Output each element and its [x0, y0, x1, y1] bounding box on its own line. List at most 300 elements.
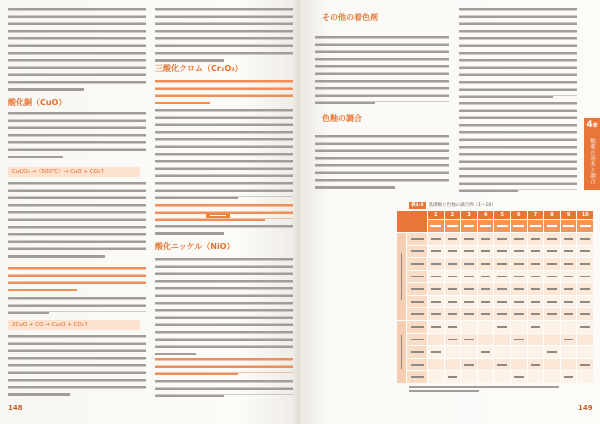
table-cell — [461, 346, 477, 358]
illegible-text — [448, 238, 458, 240]
table-cell — [445, 246, 461, 258]
table-column-name — [461, 220, 477, 232]
illegible-text — [431, 276, 441, 278]
table-cell — [445, 346, 461, 358]
table-cell — [544, 334, 560, 346]
illegible-text — [564, 263, 574, 265]
table-column-number: 5 — [494, 211, 510, 219]
illegible-text — [448, 276, 458, 278]
table-cell — [561, 346, 577, 358]
table-cell — [544, 246, 560, 258]
body-text-block — [155, 204, 293, 219]
table-cell — [561, 283, 577, 295]
table-cell — [544, 321, 560, 333]
illegible-text — [411, 288, 424, 290]
table-cell — [478, 346, 494, 358]
table-cell — [478, 233, 494, 245]
illegible-text — [514, 339, 524, 341]
table-cell — [511, 321, 527, 333]
table-row-label — [407, 271, 427, 283]
table-column-number: 10 — [577, 211, 593, 219]
table-cell — [561, 321, 577, 333]
table-cell — [577, 296, 593, 308]
illegible-text — [580, 250, 590, 252]
illegible-text — [431, 238, 441, 240]
illegible-text — [531, 263, 541, 265]
illegible-text — [580, 225, 591, 227]
illegible-text — [447, 225, 458, 227]
table-row-group — [397, 321, 406, 383]
table-cell — [478, 321, 494, 333]
illegible-text — [547, 250, 557, 252]
table-cell — [428, 271, 444, 283]
illegible-text — [497, 364, 507, 366]
illegible-text — [531, 288, 541, 290]
table-column-name — [544, 220, 560, 232]
formula-copper-carbonate: CuCO₃ →（500℃）→ CuO + CO₂↑ — [8, 167, 140, 177]
illegible-text — [497, 326, 507, 328]
illegible-text — [514, 288, 524, 290]
table-cell — [461, 359, 477, 371]
illegible-text — [497, 313, 507, 315]
illegible-text — [481, 238, 491, 240]
illegible-text — [411, 301, 424, 303]
table-column-number: 9 — [561, 211, 577, 219]
table-row-label — [407, 321, 427, 333]
table-cell — [511, 233, 527, 245]
table-cell — [511, 246, 527, 258]
table-cell — [494, 334, 510, 346]
table-column-name — [577, 220, 593, 232]
body-text-block — [155, 109, 293, 197]
illegible-text — [481, 276, 491, 278]
table-cell — [577, 233, 593, 245]
table-cell — [494, 258, 510, 270]
table-cell — [428, 233, 444, 245]
table-row-label — [407, 258, 427, 270]
illegible-text — [411, 339, 424, 341]
body-text-block — [155, 8, 293, 59]
illegible-text — [547, 351, 557, 353]
table-cell — [511, 271, 527, 283]
heading-copper-oxide: 酸化銅（CuO） — [8, 98, 67, 107]
table-cell — [461, 308, 477, 320]
illegible-text — [481, 351, 491, 353]
table-cell — [577, 283, 593, 295]
illegible-text — [431, 326, 441, 328]
table-cell — [461, 258, 477, 270]
body-text-block — [8, 112, 146, 156]
illegible-text — [514, 238, 524, 240]
table-cell — [494, 246, 510, 258]
table-cell — [511, 258, 527, 270]
body-text-block — [8, 297, 146, 312]
body-text-line — [8, 156, 63, 159]
illegible-text — [411, 250, 424, 252]
table-footnote-line — [409, 386, 559, 388]
table-cell — [511, 334, 527, 346]
illegible-text — [448, 301, 458, 303]
table-column-name — [528, 220, 544, 232]
body-text-block — [8, 8, 146, 88]
illegible-text — [448, 263, 458, 265]
table-column-name — [478, 220, 494, 232]
page-number-right: 149 — [578, 404, 593, 412]
table-column-number: 2 — [445, 211, 461, 219]
table-cell — [428, 258, 444, 270]
illegible-text — [411, 238, 424, 240]
body-text-block — [459, 102, 577, 190]
illegible-text — [514, 263, 524, 265]
body-text-block — [155, 225, 293, 232]
table-cell — [561, 258, 577, 270]
table-cell — [428, 359, 444, 371]
table-label: 表4-5 — [411, 202, 424, 208]
table-cell — [544, 283, 560, 295]
table-cell — [445, 321, 461, 333]
illegible-text — [411, 376, 424, 378]
illegible-text — [464, 339, 474, 341]
illegible-text — [564, 301, 574, 303]
table-cell — [561, 233, 577, 245]
table-cell — [577, 246, 593, 258]
illegible-text — [431, 313, 441, 315]
illegible-text — [547, 301, 557, 303]
table-cell — [561, 271, 577, 283]
illegible-text — [580, 313, 590, 315]
illegible-text — [564, 339, 574, 341]
illegible-text — [580, 326, 590, 328]
illegible-text — [411, 326, 424, 328]
body-text-block — [8, 182, 146, 255]
illegible-text — [448, 288, 458, 290]
body-text-block — [8, 267, 146, 289]
chapter-tab — [584, 118, 600, 190]
heading-other-colorants: その他の着色剤 — [322, 13, 378, 22]
table-cell — [428, 283, 444, 295]
table-cell — [544, 359, 560, 371]
illegible-text — [564, 250, 574, 252]
table-cell — [544, 371, 560, 383]
table-cell — [445, 308, 461, 320]
illegible-text — [411, 351, 424, 353]
table-cell — [511, 371, 527, 383]
illegible-text — [448, 313, 458, 315]
body-text-line — [155, 59, 224, 62]
table-column-name — [511, 220, 527, 232]
page-number-left: 148 — [8, 404, 23, 412]
table-grid — [397, 211, 593, 383]
illegible-text — [547, 288, 557, 290]
body-text-line — [315, 102, 375, 105]
illegible-text — [430, 225, 441, 227]
table-cell — [544, 346, 560, 358]
table-cell — [561, 296, 577, 308]
table-cell — [478, 271, 494, 283]
table-column-name — [445, 220, 461, 232]
table-cell — [511, 283, 527, 295]
illegible-text — [580, 238, 590, 240]
table-column-number: 3 — [461, 211, 477, 219]
table-cell — [461, 246, 477, 258]
table-cell — [461, 233, 477, 245]
table-row-label — [407, 283, 427, 295]
body-text-line — [459, 96, 553, 99]
table-row-label — [407, 308, 427, 320]
table-cell — [528, 359, 544, 371]
table-cell — [461, 334, 477, 346]
table-cell — [445, 258, 461, 270]
illegible-text — [530, 225, 541, 227]
table-cell — [528, 246, 544, 258]
illegible-text — [514, 376, 524, 378]
table-cell — [528, 346, 544, 358]
table-cell — [528, 321, 544, 333]
illegible-text — [531, 301, 541, 303]
table-cell — [544, 258, 560, 270]
table-title: 基礎釉と色釉の調合例（1〜10） — [428, 202, 496, 208]
table-column-number: 1 — [428, 211, 444, 219]
illegible-text — [448, 250, 458, 252]
table-cell — [461, 371, 477, 383]
table-cell — [478, 308, 494, 320]
table-cell — [494, 233, 510, 245]
right-page — [300, 0, 600, 424]
body-text-block — [315, 36, 449, 102]
table-cell — [561, 246, 577, 258]
illegible-text — [411, 364, 424, 366]
table-cell — [561, 334, 577, 346]
table-cell — [461, 283, 477, 295]
table-cell — [478, 334, 494, 346]
table-row-label — [407, 246, 427, 258]
body-text-line — [155, 373, 238, 376]
table-row-label — [407, 346, 427, 358]
table-cell — [577, 321, 593, 333]
table-cell — [445, 233, 461, 245]
heading-nickel-oxide: 酸化ニッケル（NiO） — [155, 242, 235, 251]
illegible-text — [513, 225, 524, 227]
illegible-text — [514, 276, 524, 278]
table-row-group — [397, 233, 406, 320]
table-column-number: 4 — [478, 211, 494, 219]
table-cell — [445, 283, 461, 295]
body-text-line — [155, 197, 238, 200]
illegible-text — [497, 288, 507, 290]
table-cell — [478, 359, 494, 371]
illegible-text — [531, 326, 541, 328]
table-cell — [577, 359, 593, 371]
table-cell — [461, 321, 477, 333]
chapter-unit: 章 — [592, 123, 598, 129]
table-row-label — [407, 359, 427, 371]
illegible-text — [411, 263, 424, 265]
table-cell — [561, 371, 577, 383]
illegible-text — [531, 364, 541, 366]
body-text-line — [8, 289, 77, 292]
table-cell — [528, 334, 544, 346]
illegible-text — [464, 301, 474, 303]
body-text-line — [155, 219, 265, 222]
table-cell — [511, 346, 527, 358]
illegible-text — [497, 250, 507, 252]
illegible-text — [497, 238, 507, 240]
body-text-block — [155, 80, 293, 102]
illegible-text — [547, 225, 558, 227]
table-column-name — [494, 220, 510, 232]
illegible-text — [464, 313, 474, 315]
table-cell — [428, 246, 444, 258]
illegible-text — [448, 326, 458, 328]
table-column-number: 8 — [544, 211, 560, 219]
illegible-text — [481, 263, 491, 265]
chapter-title: 釉薬の基本と調合 — [589, 137, 595, 185]
body-text-line — [8, 393, 70, 396]
illegible-text — [563, 225, 574, 227]
table-cell — [561, 308, 577, 320]
body-text-line — [459, 190, 518, 193]
body-text-line — [155, 232, 224, 235]
table-cell — [445, 271, 461, 283]
table-cell — [528, 258, 544, 270]
table-cell — [445, 334, 461, 346]
table-cell — [511, 308, 527, 320]
body-text-line — [315, 186, 395, 189]
table-cell — [577, 258, 593, 270]
table-cell — [544, 233, 560, 245]
table-row-label — [407, 334, 427, 346]
illegible-text — [564, 238, 574, 240]
table-cell — [577, 334, 593, 346]
illegible-text — [580, 288, 590, 290]
chapter-number: 4 — [586, 120, 593, 130]
body-text-line — [155, 395, 224, 398]
table-row-label — [407, 296, 427, 308]
table-cell — [494, 321, 510, 333]
illegible-text — [514, 313, 524, 315]
illegible-text — [448, 339, 458, 341]
table-cell — [494, 296, 510, 308]
illegible-text — [464, 288, 474, 290]
table-caption — [409, 201, 496, 209]
table-corner — [397, 211, 427, 232]
table-cell — [428, 321, 444, 333]
table-cell — [577, 271, 593, 283]
body-text-block — [155, 358, 293, 373]
table-column-number: 7 — [528, 211, 544, 219]
illegible-text — [564, 276, 574, 278]
body-text-block — [315, 135, 449, 186]
illegible-text — [481, 250, 491, 252]
illegible-text — [431, 250, 441, 252]
illegible-text — [464, 364, 474, 366]
illegible-text — [464, 250, 474, 252]
illegible-text — [497, 276, 507, 278]
body-text-line — [155, 102, 210, 105]
body-text-line — [8, 312, 49, 315]
body-text-line — [8, 255, 105, 258]
illegible-text — [580, 301, 590, 303]
illegible-text — [547, 276, 557, 278]
table-cell — [528, 371, 544, 383]
body-text-block — [155, 380, 293, 395]
illegible-text — [531, 250, 541, 252]
illegible-text — [514, 301, 524, 303]
illegible-text — [431, 351, 441, 353]
table-row-label — [407, 371, 427, 383]
table-cell — [478, 283, 494, 295]
table-cell — [544, 308, 560, 320]
table-column-number: 6 — [511, 211, 527, 219]
illegible-text — [497, 225, 508, 227]
table-cell — [511, 296, 527, 308]
illegible-text — [564, 288, 574, 290]
table-cell — [494, 283, 510, 295]
table-cell — [494, 271, 510, 283]
table-cell — [528, 296, 544, 308]
table-cell — [577, 308, 593, 320]
illegible-text — [547, 313, 557, 315]
table-cell — [478, 258, 494, 270]
table-cell — [528, 233, 544, 245]
heading-chromium-oxide: 三酸化クロム（Cr₂O₃） — [155, 64, 243, 73]
illegible-text — [481, 288, 491, 290]
table-cell — [577, 346, 593, 358]
table-cell — [528, 283, 544, 295]
illegible-text — [531, 238, 541, 240]
illegible-text — [580, 263, 590, 265]
table-cell — [528, 271, 544, 283]
heading-color-glaze-mixing: 色釉の調合 — [322, 114, 362, 123]
table-cell — [445, 359, 461, 371]
illegible-text — [448, 376, 458, 378]
illegible-text — [464, 263, 474, 265]
illegible-text — [531, 276, 541, 278]
table-cell — [478, 371, 494, 383]
body-text-block — [155, 258, 293, 353]
table-cell — [445, 296, 461, 308]
illegible-text — [431, 301, 441, 303]
illegible-text — [564, 313, 574, 315]
table-cell — [445, 371, 461, 383]
illegible-text — [564, 376, 574, 378]
illegible-text — [411, 313, 424, 315]
illegible-text — [431, 288, 441, 290]
body-text-line — [8, 88, 84, 91]
body-text-line — [155, 353, 196, 356]
table-cell — [544, 296, 560, 308]
body-text-block — [8, 335, 146, 393]
table-cell — [428, 308, 444, 320]
table-cell — [478, 246, 494, 258]
table-cell — [494, 371, 510, 383]
illegible-text — [531, 313, 541, 315]
table-cell — [544, 271, 560, 283]
illegible-text — [580, 364, 590, 366]
table-column-name — [428, 220, 444, 232]
table-cell — [478, 296, 494, 308]
table-footnote-line — [409, 390, 479, 392]
formula-copper-reduction: 2CuO + CO → Cu₂O + CO₂↑ — [8, 320, 140, 330]
illegible-text — [464, 225, 475, 227]
table-cell — [511, 359, 527, 371]
table-row-label — [407, 233, 427, 245]
illegible-text — [411, 276, 424, 278]
body-text-block — [459, 8, 577, 96]
illegible-text — [497, 301, 507, 303]
illegible-text — [480, 225, 491, 227]
table-cell — [577, 371, 593, 383]
